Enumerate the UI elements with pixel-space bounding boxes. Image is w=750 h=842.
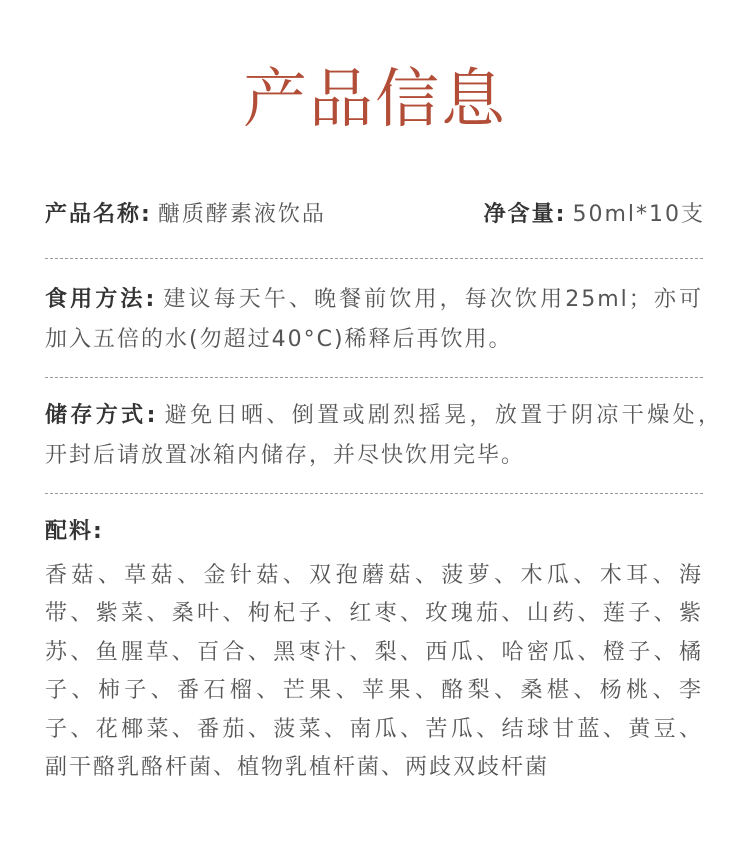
product-info-row [45,195,705,235]
net-content [484,195,705,235]
product-name-value: 醣质酵素液饮品 [157,202,326,227]
ingredients-line: 子、花椰菜、番茄、菠菜、南瓜、苦瓜、结球甘蓝、黄豆、 [45,717,703,742]
ingredients-line: 香菇、草菇、金针菇、双孢蘑菇、菠萝、木瓜、木耳、海 [45,563,703,588]
usage-line-1 [45,280,703,320]
page-title: 产品信息 [243,63,507,137]
product-name-label: 产品名称: [45,202,152,227]
ingredients-line: 副干酪乳酪杆菌、植物乳植杆菌、两歧双歧杆菌 [45,755,550,780]
ingredients-heading [45,512,703,552]
divider-3 [45,493,703,494]
usage-line-2: 加入五倍的水(勿超过40°C)稀释后再饮用。 [45,327,513,352]
ingredients-line: 苏、鱼腥草、百合、黑枣汁、梨、西瓜、哈密瓜、橙子、橘 [45,640,703,665]
net-content-value: 50ml*10支 [572,202,705,227]
storage-line-1 [45,396,722,436]
product-name [45,195,326,235]
ingredients-line: 带、紫菜、桑叶、枸杞子、红枣、玫瑰茄、山药、莲子、紫 [45,601,703,626]
divider-2 [45,377,703,378]
storage-line-2: 开封后请放置冰箱内储存，并尽快饮用完毕。 [45,443,526,468]
divider-1 [45,258,703,259]
ingredients-line: 子、柿子、番石榴、芒果、苹果、酪梨、桑椹、杨桃、李 [45,678,703,703]
ingredients-label: 配料: [45,519,104,544]
usage-text-1: 建议每天午、晚餐前饮用，每次饮用25ml；亦可 [162,287,703,312]
net-content-label: 净含量: [483,202,567,227]
storage-label: 储存方式: [45,403,158,428]
usage-label: 食用方法: [45,287,157,312]
storage-text-1: 避免日晒、倒置或剧烈摇晃，放置于阴凉干燥处， [163,403,722,428]
